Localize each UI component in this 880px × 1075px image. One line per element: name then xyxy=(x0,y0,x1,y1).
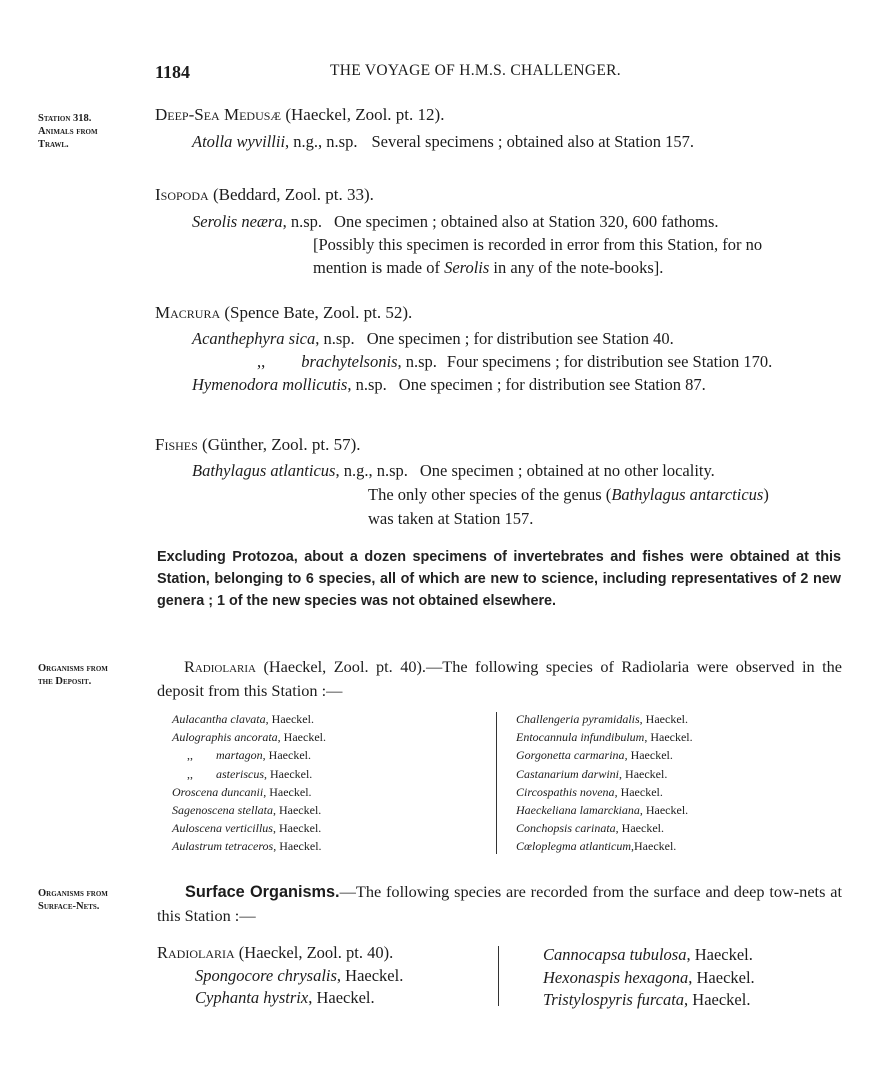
list-item xyxy=(516,728,693,746)
remark-text: ) xyxy=(763,485,769,504)
running-title: THE VOYAGE OF H.M.S. CHALLENGER. xyxy=(330,62,621,79)
species-author: ,Haeckel. xyxy=(631,839,677,854)
species-author: , Haeckel. xyxy=(688,967,755,987)
margin-note-line: Animals from xyxy=(38,126,98,137)
column-divider xyxy=(498,946,499,1006)
species-name: Hymenodora mollicutis xyxy=(192,375,348,394)
species-name: martagon xyxy=(216,748,263,763)
species-entry xyxy=(192,375,706,395)
list-item xyxy=(543,989,755,1012)
deposit-species-left xyxy=(172,710,326,856)
species-name: Castanarium darwini xyxy=(516,766,620,781)
ditto-mark: ,, xyxy=(257,352,266,371)
species-note: One specimen ; obtained also at Station 320, 600 fathoms. xyxy=(334,212,719,231)
species-author: , Haeckel. xyxy=(336,965,404,985)
species-name: Gorgonetta carmarina xyxy=(516,748,625,763)
summary-paragraph: Excluding Protozoa, about a dozen specimens of invertebrates and fishes were obtained at this Station, belonging to 6 species, all of which are new to science, including representatives of 2 new genera ; 1 of the new species was not obtained elsewhere. xyxy=(157,549,841,609)
remark-genus: Serolis xyxy=(444,258,490,277)
species-author: , Haeckel. xyxy=(644,730,693,745)
species-author: , Haeckel. xyxy=(624,748,673,763)
margin-note-line: Organisms from xyxy=(38,888,108,899)
group-name: Isopoda xyxy=(155,185,209,204)
species-entry xyxy=(192,212,719,232)
ditto-mark: ,, xyxy=(187,748,193,763)
group-ref: (Günther, Zool. pt. 57). xyxy=(197,435,361,454)
species-author: , Haeckel. xyxy=(265,712,314,726)
species-name: asteriscus xyxy=(216,766,264,781)
group-name: Fishes xyxy=(155,435,198,454)
surface-lead: Surface Organisms. xyxy=(185,883,340,901)
group-ref: (Spence Bate, Zool. pt. 52). xyxy=(220,303,413,322)
list-item xyxy=(516,837,693,855)
group-name: Radiolaria xyxy=(157,943,235,962)
group-name: Macrura xyxy=(155,303,221,322)
species-author: , Haeckel. xyxy=(263,784,312,799)
remark-line: was taken at Station 157. xyxy=(368,509,534,528)
list-item xyxy=(172,801,326,819)
list-item xyxy=(516,801,693,819)
species-name: Aulacantha clavata xyxy=(172,712,266,726)
list-item xyxy=(157,987,403,1010)
species-entry xyxy=(192,132,694,152)
remark-text: in any of the note-books]. xyxy=(489,258,664,277)
species-note: One specimen ; for distribution see Station 87. xyxy=(398,375,706,394)
deposit-text: (Haeckel, Zool. pt. 40).—The following species of Radiolaria were observed in the deposit from this Station :— xyxy=(157,657,842,700)
margin-note-surface xyxy=(38,887,148,913)
species-name: Cannocapsa tubulosa xyxy=(543,945,687,964)
species-author: , Haeckel. xyxy=(639,803,689,818)
margin-note-line: the Deposit. xyxy=(38,676,92,687)
group-name: Deep-Sea Medusæ xyxy=(155,105,282,124)
species-author: , Haeckel. xyxy=(272,821,322,836)
group-ref: (Beddard, Zool. pt. 33). xyxy=(208,185,374,204)
surface-paragraph xyxy=(157,880,842,928)
species-note: One specimen ; obtained at no other locality. xyxy=(419,461,715,480)
surface-species-left xyxy=(157,942,403,1010)
remark-line xyxy=(368,485,769,505)
remark-text: mention is made of xyxy=(313,258,445,277)
surface-text: —The following species are recorded from the surface and deep tow-nets at this Station :— xyxy=(157,882,842,925)
ditto-mark: ,, xyxy=(187,766,193,781)
deposit-species-right xyxy=(516,710,693,856)
species-author: , Haeckel. xyxy=(273,839,322,854)
list-item xyxy=(172,746,326,764)
species-note: Four specimens ; for distribution see Station 170. xyxy=(446,352,773,371)
species-status: , n.sp. xyxy=(282,212,323,231)
list-item xyxy=(516,710,693,728)
species-name: Auloscena verticillus xyxy=(172,821,273,836)
species-name: Aulographis ancorata xyxy=(172,730,278,745)
species-author: , Haeckel. xyxy=(614,784,663,799)
list-item xyxy=(172,710,326,728)
species-note: Several specimens ; obtained also at Station 157. xyxy=(371,132,695,151)
species-name: Acanthephyra sica xyxy=(192,329,316,348)
list-item xyxy=(172,765,326,783)
species-status: , n.sp. xyxy=(347,375,387,394)
species-entry xyxy=(257,352,772,372)
list-item xyxy=(516,783,693,801)
group-name: Radiolaria xyxy=(184,657,256,676)
species-author: , Haeckel. xyxy=(308,988,375,1007)
remark-species: Bathylagus antarcticus xyxy=(611,485,764,504)
species-entry xyxy=(192,461,715,481)
list-item xyxy=(516,746,693,764)
group-ref: (Haeckel, Zool. pt. 12). xyxy=(281,105,445,124)
species-name: Challengeria pyramidalis xyxy=(516,712,640,726)
group-ref: (Haeckel, Zool. pt. 40). xyxy=(234,943,394,962)
species-name: Sagenoscena stellata xyxy=(172,803,273,818)
species-status: , n.g., n.sp. xyxy=(285,132,358,151)
remark-line: [Possibly this specimen is recorded in error from this Station, for no xyxy=(313,235,763,254)
species-name: Cœloplegma atlanticum xyxy=(516,839,631,854)
margin-note-deposit xyxy=(38,662,148,688)
list-item xyxy=(516,819,693,837)
surface-species-right xyxy=(543,944,755,1012)
list-item xyxy=(157,965,403,988)
page-number: 1184 xyxy=(155,62,191,82)
section-heading-fishes xyxy=(155,435,360,455)
species-name: Spongocore chrysalis xyxy=(195,965,337,985)
species-name: Haeckeliana lamarckiana xyxy=(516,803,640,818)
list-item xyxy=(172,728,326,746)
species-status: , n.sp. xyxy=(315,329,355,348)
species-author: , Haeckel. xyxy=(615,821,664,836)
list-item xyxy=(543,967,755,990)
list-item xyxy=(172,783,326,801)
species-status: , n.g., n.sp. xyxy=(335,461,408,480)
list-item xyxy=(172,819,326,837)
remark-text: The only other species of the genus ( xyxy=(368,485,612,504)
species-note: One specimen ; for distribution see Station 40. xyxy=(366,329,674,348)
species-name: Atolla wyvillii xyxy=(192,132,286,151)
species-name: Serolis neæra xyxy=(192,212,283,231)
column-divider xyxy=(496,712,497,854)
species-name: Tristylospyris furcata xyxy=(543,990,685,1009)
list-item xyxy=(516,765,693,783)
margin-note-line: Organisms from xyxy=(38,663,108,674)
margin-note-line: Surface-Nets. xyxy=(38,901,100,912)
list-item xyxy=(543,944,755,967)
species-name: Hexonaspis hexagona xyxy=(543,967,689,987)
section-heading-medusae xyxy=(155,105,444,125)
species-author: , Haeckel. xyxy=(686,945,753,964)
species-name: Bathylagus atlanticus xyxy=(192,461,336,480)
species-author: , Haeckel. xyxy=(639,712,688,726)
species-name: Circospathis novena xyxy=(516,784,615,799)
section-heading-isopoda xyxy=(155,185,374,205)
species-author: , Haeckel. xyxy=(272,803,322,818)
species-name: brachytelsonis xyxy=(301,352,398,371)
species-author: , Haeckel. xyxy=(619,766,668,781)
species-author: , Haeckel. xyxy=(277,730,326,745)
species-name: Aulastrum tetraceros xyxy=(172,839,274,854)
species-status: , n.sp. xyxy=(397,352,437,371)
margin-note-station xyxy=(38,112,148,151)
deposit-paragraph xyxy=(157,655,842,703)
species-name: Conchopsis carinata xyxy=(516,821,616,836)
section-heading xyxy=(157,942,403,965)
species-entry xyxy=(192,329,674,349)
list-item xyxy=(172,837,326,855)
species-author: , Haeckel. xyxy=(262,748,311,763)
species-author: , Haeckel. xyxy=(264,766,313,781)
species-name: Entocannula infundibulum xyxy=(516,730,645,745)
margin-note-line: Station 318. xyxy=(38,113,92,124)
species-author: , Haeckel. xyxy=(684,990,751,1009)
species-name: Oroscena duncanii xyxy=(172,784,264,799)
remark-line xyxy=(313,258,663,278)
section-heading-macrura xyxy=(155,303,412,323)
margin-note-line: Trawl. xyxy=(38,139,69,150)
species-name: Cyphanta hystrix xyxy=(195,988,309,1007)
